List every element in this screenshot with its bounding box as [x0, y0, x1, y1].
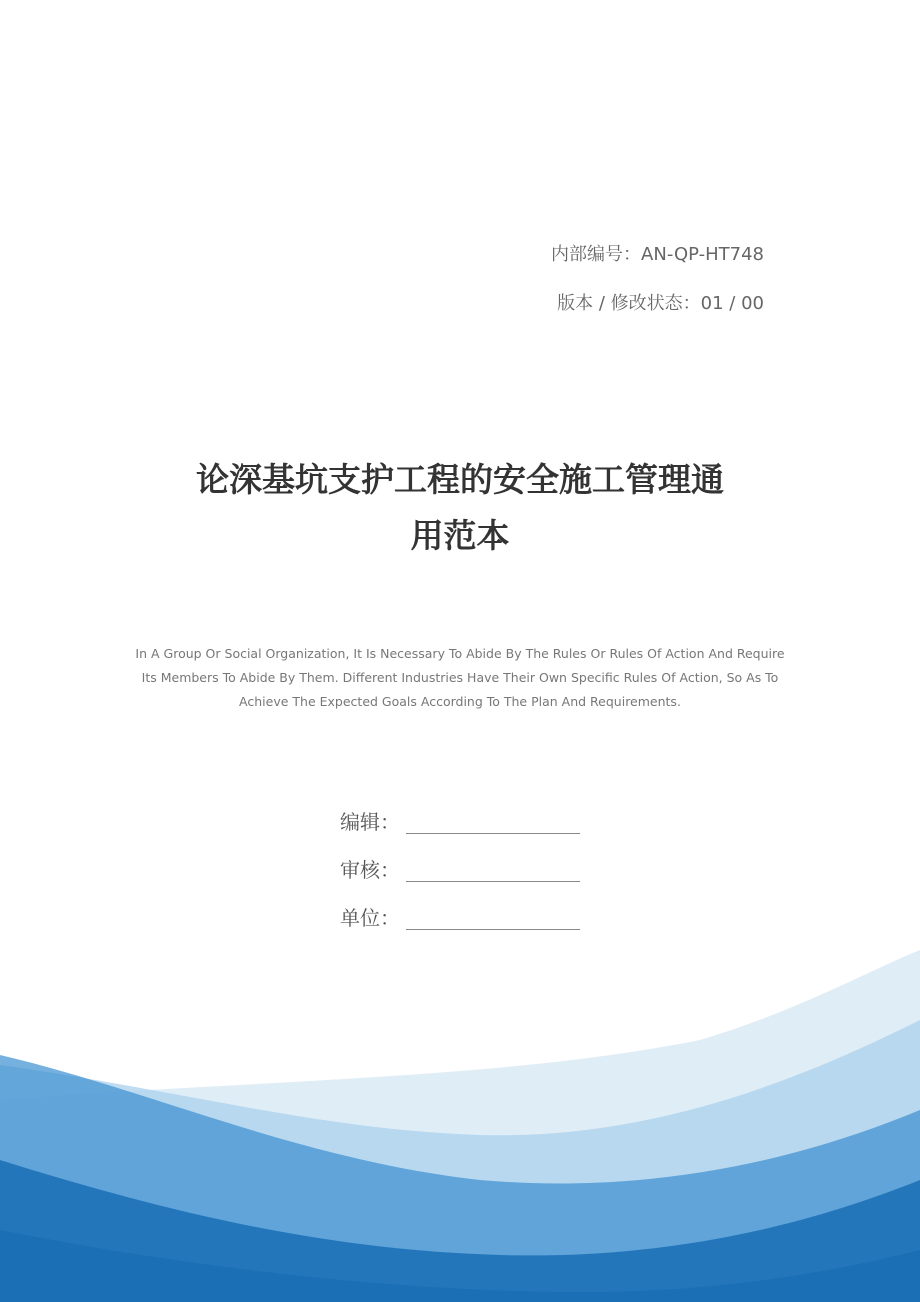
version-status: 版本 / 修改状态：01 / 00	[557, 293, 764, 314]
editor-label: 编辑：	[340, 809, 400, 834]
signature-fields	[340, 796, 580, 940]
title-line-2: 用范本	[410, 516, 510, 555]
english-subtitle: In A Group Or Social Organization, It Is Necessary To Abide By The Rules Or Rules Of Action And Require Its Members To Abide By Them. Different Industries Have Their Own Specific Rules Of Action, So As To Achieve The Expected Goals According To The Plan And Requirements.	[135, 646, 785, 709]
internal-number: 内部编号：AN-QP-HT748	[551, 244, 764, 265]
reviewer-label: 审核：	[340, 857, 400, 882]
document-meta	[551, 242, 764, 340]
unit-blank-line[interactable]	[406, 911, 580, 930]
reviewer-blank-line[interactable]	[406, 863, 580, 882]
editor-blank-line[interactable]	[406, 815, 580, 834]
document-title	[0, 452, 920, 564]
reviewer-field	[340, 844, 580, 892]
unit-label: 单位：	[340, 905, 400, 930]
title-line-1: 论深基坑支护工程的安全施工管理通	[196, 460, 724, 499]
blue-wave-decoration	[0, 930, 920, 1302]
editor-field	[340, 796, 580, 844]
